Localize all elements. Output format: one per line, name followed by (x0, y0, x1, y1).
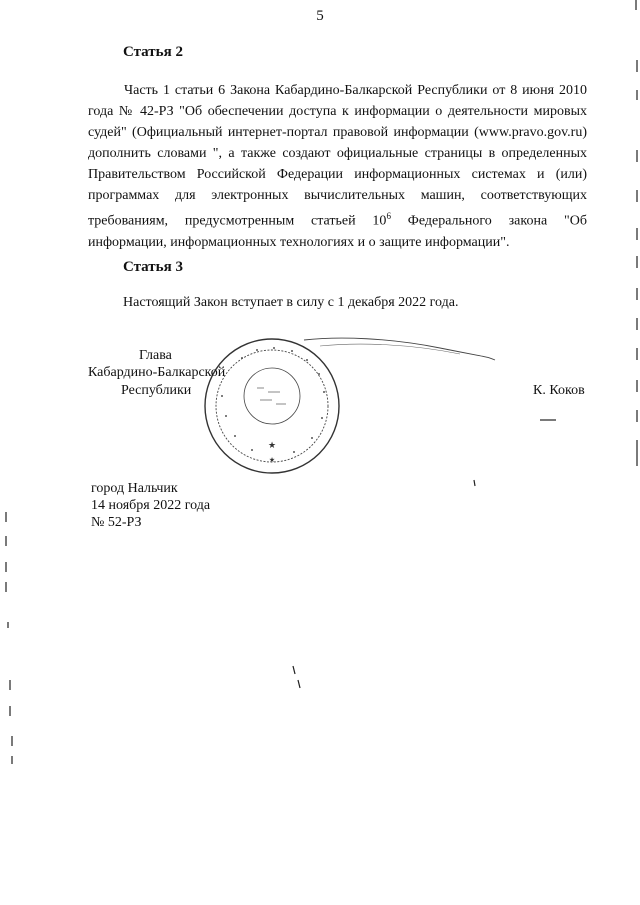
article-2-heading: Статья 2 (123, 44, 183, 60)
issuance-date: 14 ноября 2022 года (91, 498, 211, 513)
law-number: № 52-РЗ (91, 515, 142, 530)
signatory-title-line1: Глава (139, 348, 172, 363)
svg-text:★: ★ (267, 441, 277, 451)
signatory-title-line2: Кабардино-Балкарской (88, 365, 226, 380)
article-2-body (88, 80, 587, 253)
article-3-heading: Статья 3 (123, 259, 183, 275)
issuance-city: город Нальчик (91, 481, 178, 496)
signatory-name: К. Коков (533, 383, 585, 398)
article-2-body-text: Часть 1 статьи 6 Закона Кабардино-Балкарской Республики от 8 июня 2010 года № 42-РЗ "Об обеспечении доступа к информации о деятельности мировых судей" (Официальный интернет-портал правовой информации (www.pravo.gov.ru) дополнить словами ", а также создают официальные страницы в определенных Правительством Российской Федерации информационных системах и (или) программах для электронных вычислительных машин, соответствующих требованиям, предусмотренным статьей 10 (88, 83, 587, 229)
article-3-body: Настоящий Закон вступает в силу с 1 декабря 2022 года. (123, 295, 459, 310)
article-2-superscript: 6 (386, 211, 391, 221)
svg-text:★: ★ (268, 456, 276, 464)
handwritten-signature (300, 330, 500, 370)
page-number: 5 (316, 8, 324, 24)
article-2-body-end: Федерального закона "Об информации, информационных технологиях и о защите информации". (88, 213, 587, 250)
signatory-title-line3: Республики (121, 383, 192, 398)
